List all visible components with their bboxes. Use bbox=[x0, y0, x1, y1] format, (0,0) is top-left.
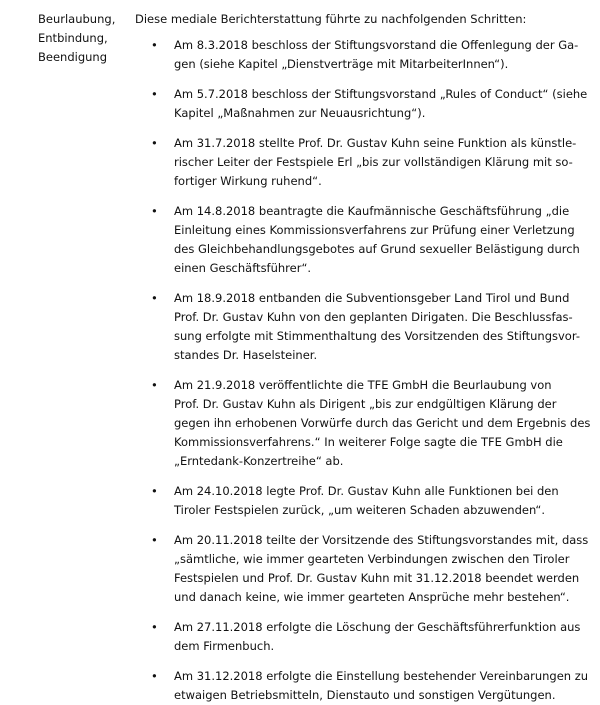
bullet-icon: • bbox=[151, 291, 158, 305]
list-item-line: sung erfolgte mit Stimmenthaltung des Vorsitzenden des Stiftungsvor- bbox=[174, 329, 580, 343]
bullet-icon: • bbox=[151, 204, 158, 218]
list-item-line: Am 8.3.2018 beschloss der Stiftungsvorstand die Offenlegung der Ga- bbox=[174, 38, 579, 52]
list-item-line: standes Dr. Haselsteiner. bbox=[174, 348, 318, 362]
list-item bbox=[135, 667, 589, 705]
margin-heading-line: Entbindung, bbox=[38, 31, 108, 45]
intro-paragraph: Diese mediale Berichterstattung führte zu nachfolgenden Schritten: bbox=[135, 12, 527, 26]
list-item-line: Festspielen und Prof. Dr. Gustav Kuhn mit 31.12.2018 beendet werden bbox=[174, 571, 580, 585]
list-item bbox=[135, 85, 588, 123]
list-item-line: Prof. Dr. Gustav Kuhn als Dirigent „bis zur endgültigen Klärung der bbox=[174, 397, 557, 411]
margin-heading-line: Beurlaubung, bbox=[38, 12, 116, 26]
list-item-line: gegen ihn erhobenen Vorwürfe durch das Gericht und dem Ergebnis des bbox=[174, 416, 591, 430]
list-item-line: Am 21.9.2018 veröffentlichte die TFE GmbH die Beurlaubung von bbox=[174, 378, 552, 392]
list-item bbox=[135, 202, 580, 278]
list-item-line: fortiger Wirkung ruhend“. bbox=[174, 174, 322, 188]
bullet-icon: • bbox=[151, 533, 158, 547]
list-item bbox=[135, 482, 559, 520]
list-item-line: Prof. Dr. Gustav Kuhn von den geplanten Dirigaten. Die Beschlussfas- bbox=[174, 310, 573, 324]
list-item-line: Am 14.8.2018 beantragte die Kaufmännische Geschäftsführung „die bbox=[174, 204, 570, 218]
bullet-icon: • bbox=[151, 620, 158, 634]
list-item-line: Kapitel „Maßnahmen zur Neuausrichtung“). bbox=[174, 106, 426, 120]
list-item-line: Am 24.10.2018 legte Prof. Dr. Gustav Kuhn alle Funktionen bei den bbox=[174, 484, 559, 498]
bullet-icon: • bbox=[151, 669, 158, 683]
list-item-line: rischer Leiter der Festspiele Erl „bis zur vollständigen Klärung mit so- bbox=[174, 155, 573, 169]
list-item-line: Am 27.11.2018 erfolgte die Löschung der Geschäftsführerfunktion aus bbox=[174, 620, 581, 634]
bullet-icon: • bbox=[151, 484, 158, 498]
list-item-line: einen Geschäftsführer“. bbox=[174, 261, 312, 275]
list-item bbox=[135, 289, 580, 365]
list-item-line: und danach keine, wie immer gearteten Ansprüche mehr bestehen“. bbox=[174, 590, 570, 604]
list-item bbox=[135, 134, 577, 191]
list-item-line: Kommissionsverfahrens.“ In weiterer Folge sagte die TFE GmbH die bbox=[174, 435, 563, 449]
margin-heading bbox=[38, 10, 130, 67]
bullet-icon: • bbox=[151, 136, 158, 150]
margin-heading-line: Beendigung bbox=[38, 50, 107, 64]
list-item-line: Am 20.11.2018 teilte der Vorsitzende des Stiftungsvorstandes mit, dass bbox=[174, 533, 589, 547]
main-text bbox=[135, 10, 591, 705]
list-item-line: Am 18.9.2018 entbanden die Subventionsgeber Land Tirol und Bund bbox=[174, 291, 570, 305]
list-item bbox=[135, 36, 579, 74]
bullet-icon: • bbox=[151, 87, 158, 101]
list-item-line: Tiroler Festspielen zurück, „um weiteren Schaden abzuwenden“. bbox=[174, 503, 546, 517]
list-item bbox=[135, 618, 581, 656]
list-item-line: gen (siehe Kapitel „Dienstverträge mit MitarbeiterInnen“). bbox=[174, 57, 509, 71]
bullet-icon: • bbox=[151, 378, 158, 392]
list-item bbox=[135, 531, 589, 607]
steps-list bbox=[135, 36, 591, 705]
list-item-line: „sämtliche, wie immer gearteten Verbindungen zwischen den Tiroler bbox=[174, 552, 570, 566]
list-item-line: Am 5.7.2018 beschloss der Stiftungsvorstand „Rules of Conduct“ (siehe bbox=[174, 87, 588, 101]
list-item bbox=[135, 376, 591, 471]
list-item-line: etwaigen Betriebsmitteln, Dienstauto und sonstigen Vergütungen. bbox=[174, 688, 556, 702]
list-item-line: Einleitung eines Kommissionsverfahrens zur Prüfung einer Verletzung bbox=[174, 223, 575, 237]
list-item-line: des Gleichbehandlungsgebotes auf Grund sexueller Belästigung durch bbox=[174, 242, 580, 256]
list-item-line: „Erntedank-Konzertreihe“ ab. bbox=[174, 454, 344, 468]
list-item-line: Am 31.7.2018 stellte Prof. Dr. Gustav Kuhn seine Funktion als künstle- bbox=[174, 136, 577, 150]
list-item-line: dem Firmenbuch. bbox=[174, 639, 275, 653]
list-item-line: Am 31.12.2018 erfolgte die Einstellung bestehender Vereinbarungen zu bbox=[174, 669, 589, 683]
bullet-icon: • bbox=[151, 38, 158, 52]
